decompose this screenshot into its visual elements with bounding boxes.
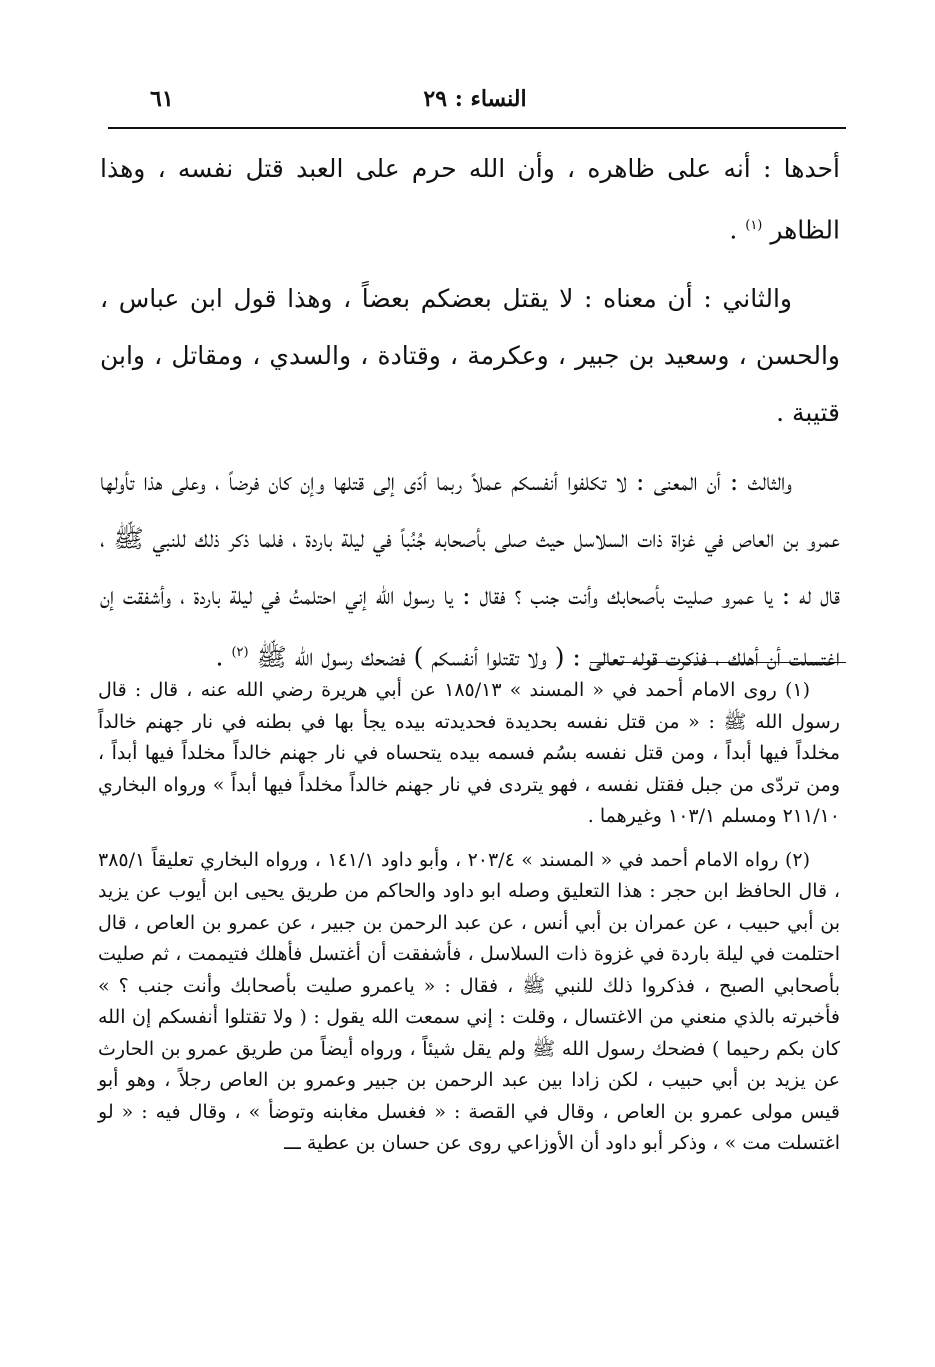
paragraph-third-view [100,453,840,685]
footnotes [98,675,840,1160]
page-header [110,86,840,122]
footnote-ref-1: (١) [745,218,763,233]
footnote-2: (٢) رواه الامام أحمد في « المسند » ٢٠٣/٤ ، وأبو داود ١٤١/١ ، ورواه البخاري تعليقاً ٣٨٥/١ ، قال الحافظ ابن حجر : هذا التعليق وصله ابو داود والحاكم من طريق يحيى ابن أيوب عن يزيد بن أبي حبيب ، عن عمران بن أبي أنس ، عن عبد الرحمن بن جبير ، عن عمرو بن العاص ، قال احتلمت في ليلة باردة في غزوة ذات السلاسل ، فأشفقت أن أغتسل فأهلك فتيممت ، ثم صليت بأصحابي الصبح ، فذكروا ذلك للنبي ﷺ ، فقال : « ياعمرو صليت بأصحابك وأنت جنب ؟ » فأخبرته بالذي منعني من الاغتسال ، وقلت : إني سمعت الله يقول : ( ولا تقتلوا أنفسكم إن الله كان بكم رحيما ) فضحك رسول الله ﷺ ولم يقل شيئاً ، ورواه أيضاً من طريق عمرو بن الحارث عن يزيد بن أبي حبيب ، لكن زادا بين عبد الرحمن بن جبير وعمرو بن العاص رجلاً ، وهو أبو قيس مولى عمرو بن العاص ، وقال في القصة : « فغسل مغابنه وتوضأ » ، وقال فيه : « لو اغتسلت مت » ، وذكر أبو داود أن الأوزاعي روى عن حسان بن عطية ـــ [98,848,841,1154]
footnote-separator [590,662,846,663]
paragraph-end: . [215,642,232,672]
paragraph-text: والثالث : أن المعنى : لا تكلفوا أنفسكم عملاً ربما أدّى إلى قتلها وإن كان فرضاً ، وعلى هذا تأولها عمرو بن العاص في غزاة ذات السلاسل حيث صلى بأصحابه جُنُباً في ليلة باردة ، فلما ذكر ذلك للنبي ﷺ ، قال له : يا عمرو صليت بأصحابك وأنت جنب ؟ فقال : يا رسول الله إني احتلمتُ في ليلة باردة ، وأشفقت إن اغتسلت أن أهلك ، فذكرت قوله تعالى : ( ولا تقتلوا أنفسكم ) فضحك رسول الله ﷺ [100,467,840,672]
page-number: ٦١ [150,86,174,112]
main-text [100,140,840,686]
running-title: النساء : ٢٩ [423,86,527,112]
footnote-ref-2: (٢) [231,645,249,661]
paragraph-end: . [729,215,746,245]
footnote-1: (١) روى الامام أحمد في « المسند » ١٨٥/١٣ عن أبي هريرة رضي الله عنه ، قال : قال رسول الله ﷺ : « من قتل نفسه بحديدة فحديدته بيده يجأ بها في بطنه في نار جهنم خالداً مخلداً فيها أبداً ، ومن قتل نفسه بسُم فسمه بيده يتحساه في نار جهنم خالداً مخلداً فيها أبداً ، ومن تردّى من جبل فقتل نفسه ، فهو يتردى في نار جهنم خالداً مخلداً فيها أبداً » ورواه البخاري ٢١١/١٠ ومسلم ١٠٣/١ وغيرهما . [98,679,840,827]
paragraph-second-view: والثاني : أن معناه : لا يقتل بعضكم بعضاً ، وهذا قول ابن عباس ، والحسن ، وسعيد بن جبير ، وعكرمة ، وقتادة ، والسدي ، ومقاتل ، وابن قتيبة . [100,284,840,428]
paragraph-text: أحدها : أنه على ظاهره ، وأن الله حرم على العبد قتل نفسه ، وهذا الظاهر [100,154,840,245]
paragraph-first-view [100,140,840,258]
header-rule [108,127,846,129]
